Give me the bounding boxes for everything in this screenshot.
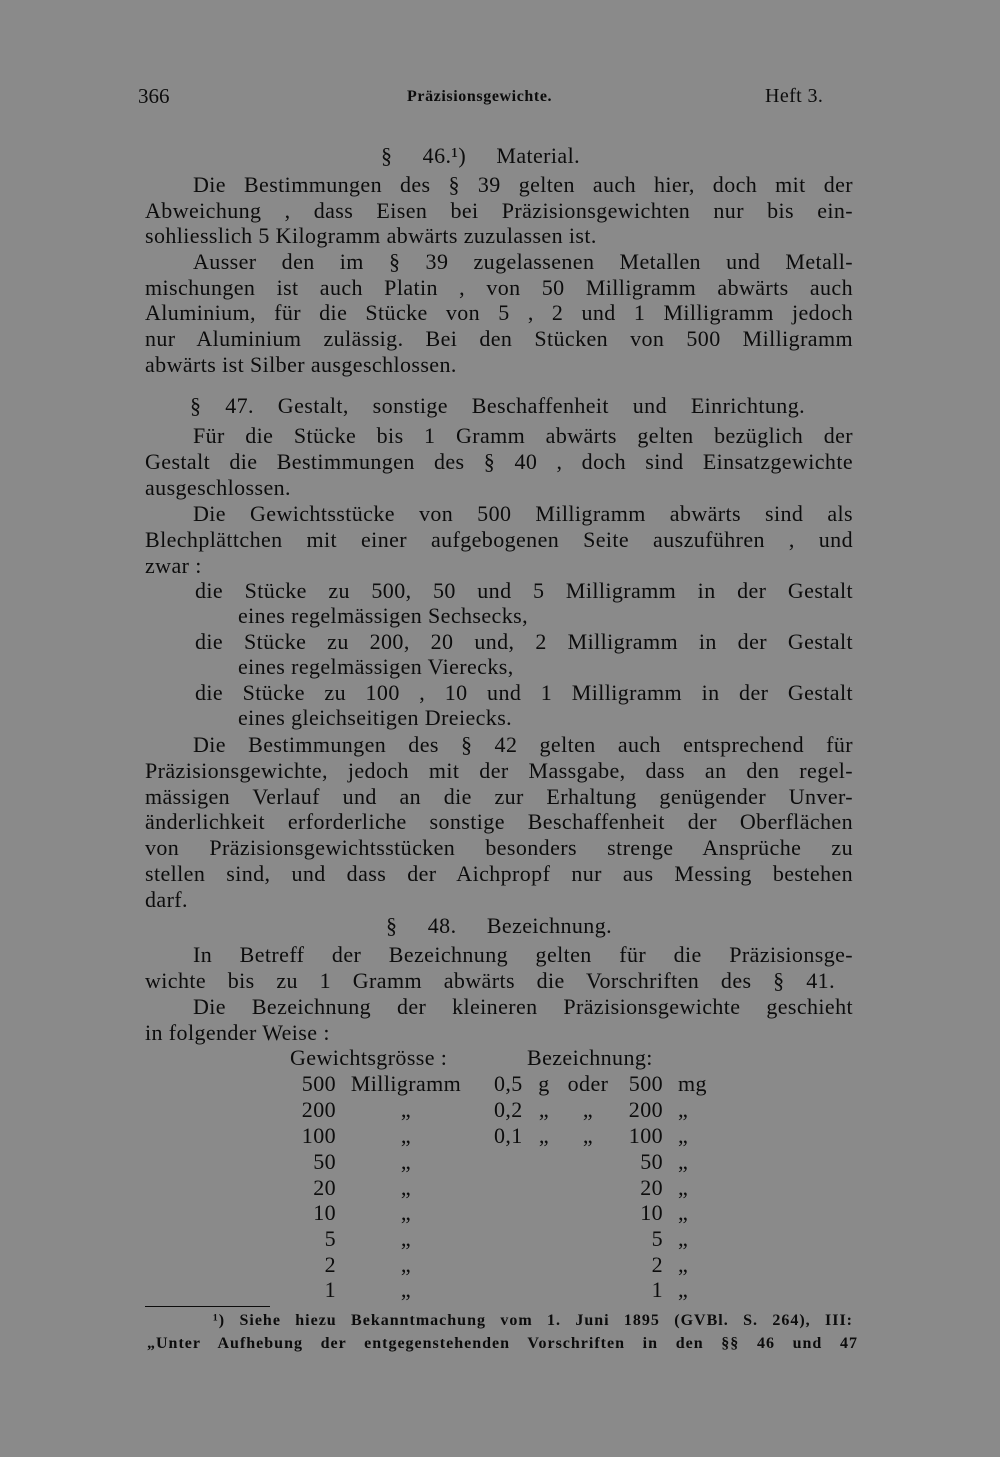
list-item-continuation: eines regelmässigen Sechsecks, [238,603,528,628]
mg-unit: „ [678,1175,689,1200]
weight-value: 500 [301,1071,336,1096]
text-line: nur Aluminium zulässig. Bei den Stücken von 500 Milligramm [145,326,853,351]
mg-value: 2 [651,1252,663,1277]
conjunction: oder [567,1071,609,1096]
gram-value: 0,1 [494,1123,523,1148]
text-line: in folgender Weise : [145,1020,330,1045]
list-item: die Stücke zu 500, 50 und 5 Milligramm in der Gestalt [195,578,853,603]
mg-unit: „ [678,1123,689,1148]
text-line: darf. [145,887,188,912]
weight-unit: „ [400,1097,412,1122]
mg-unit: „ [678,1226,689,1251]
table-row [0,1277,1000,1303]
mg-unit: „ [678,1097,689,1122]
text-line: von Präzisionsgewichtsstücken besonders strenge Ansprüche zu [145,835,853,860]
table-row [0,1226,1000,1252]
weight-unit: „ [400,1149,412,1174]
issue-label: Heft 3. [765,85,824,107]
table-row [0,1097,1000,1123]
weight-unit: „ [400,1123,412,1148]
weight-value: 20 [313,1175,336,1200]
text-line: In Betreff der Bezeichnung gelten für die Präzisionsge- [193,942,853,967]
weight-unit: „ [400,1226,412,1251]
text-line: Die Gewichtsstücke von 500 Milligramm abwärts sind als [193,501,853,526]
text-line: mischungen ist auch Platin , von 50 Milligramm abwärts auch [145,275,853,300]
table-row [0,1200,1000,1226]
footnote-rule [145,1306,270,1307]
list-item: die Stücke zu 100 , 10 und 1 Milligramm in der Gestalt [195,680,853,705]
mg-value: 5 [651,1226,663,1251]
table-row [0,1123,1000,1149]
text-line: Abweichung , dass Eisen bei Präzisionsgewichten nur bis ein- [145,198,853,223]
list-item-continuation: eines gleichseitigen Dreiecks. [238,705,513,730]
section-heading: § 47. Gestalt, sonstige Beschaffenheit und Einrichtung. [190,393,805,418]
mg-value: 200 [628,1097,663,1122]
table-row [0,1252,1000,1278]
section-heading: § 48. Bezeichnung. [386,913,612,938]
text-line: Blechplättchen mit einer aufgebogenen Seite auszuführen , und [145,527,853,552]
weight-unit: Milligramm [350,1071,462,1096]
text-line: Die Bestimmungen des § 42 gelten auch entsprechend für [193,732,853,757]
text-line: Präzisionsgewichte, jedoch mit der Massgabe, dass an den regel- [145,758,853,783]
weight-unit: „ [400,1277,412,1302]
gram-unit: „ [538,1123,550,1148]
weight-value: 50 [313,1149,336,1174]
weight-value: 10 [313,1200,336,1225]
text-line: Gestalt die Bestimmungen des § 40 , doch sind Einsatzgewichte [145,449,853,474]
mg-value: 50 [640,1149,663,1174]
gram-unit: g [538,1071,550,1096]
text-line: abwärts ist Silber ausgeschlossen. [145,352,457,377]
mg-unit: „ [678,1200,689,1225]
mg-unit: „ [678,1252,689,1277]
weight-value: 2 [324,1252,336,1277]
mg-value: 10 [640,1200,663,1225]
text-line: sohliesslich 5 Kilogramm abwärts zuzulassen ist. [145,223,597,248]
text-line: zwar : [145,553,202,578]
text-line: stellen sind, und dass der Aichpropf nur aus Messing bestehen [145,861,853,886]
conjunction: „ [582,1123,594,1148]
column-header-designation: Bezeichnung: [527,1045,653,1070]
mg-unit: „ [678,1277,689,1302]
gram-value: 0,2 [494,1097,523,1122]
gram-unit: „ [538,1097,550,1122]
text-line: Für die Stücke bis 1 Gramm abwärts gelten bezüglich der [193,423,853,448]
text-line: änderlichkeit erforderliche sonstige Beschaffenheit der Oberflächen [145,809,853,834]
text-line: ausgeschlossen. [145,475,291,500]
section-heading: § 46.¹) Material. [381,143,580,168]
text-line: Ausser den im § 39 zugelassenen Metallen und Metall- [193,249,853,274]
table-row [0,1149,1000,1175]
weight-unit: „ [400,1175,412,1200]
mg-value: 100 [628,1123,663,1148]
text-line: wichte bis zu 1 Gramm abwärts die Vorschriften des § 41. [145,968,835,993]
weight-value: 200 [301,1097,336,1122]
mg-unit: „ [678,1149,689,1174]
text-line: Aluminium, für die Stücke von 5 , 2 und 1 Milligramm jedoch [145,300,853,325]
page-number: 366 [138,84,170,108]
weight-value: 100 [301,1123,336,1148]
text-line: mässigen Verlauf und an die zur Erhaltung genügender Unver- [145,784,853,809]
text-line: Die Bestimmungen des § 39 gelten auch hier, doch mit der [193,172,853,197]
weight-value: 5 [324,1226,336,1251]
mg-value: 20 [640,1175,663,1200]
gram-value: 0,5 [494,1071,523,1096]
text-line: Die Bezeichnung der kleineren Präzisionsgewichte geschieht [193,994,853,1019]
list-item-continuation: eines regelmässigen Vierecks, [238,654,514,679]
weight-unit: „ [400,1252,412,1277]
table-row [0,1071,1000,1097]
mg-value: 1 [651,1277,663,1302]
running-title: Präzisionsgewichte. [407,88,553,105]
table-header-row [0,1045,1000,1071]
column-header-weight: Gewichtsgrösse : [290,1045,448,1070]
mg-unit: mg [678,1071,707,1096]
footnote-line: „Unter Aufhebung der entgegenstehenden Vorschriften in den §§ 46 und 47 [147,1335,858,1352]
weight-value: 1 [324,1277,336,1302]
footnote-line: ¹) Siehe hiezu Bekanntmachung vom 1. Juni 1895 (GVBl. S. 264), III: [213,1312,853,1329]
mg-value: 500 [628,1071,663,1096]
table-row [0,1175,1000,1201]
weight-unit: „ [400,1200,412,1225]
list-item: die Stücke zu 200, 20 und, 2 Milligramm in der Gestalt [195,629,853,654]
conjunction: „ [582,1097,594,1122]
